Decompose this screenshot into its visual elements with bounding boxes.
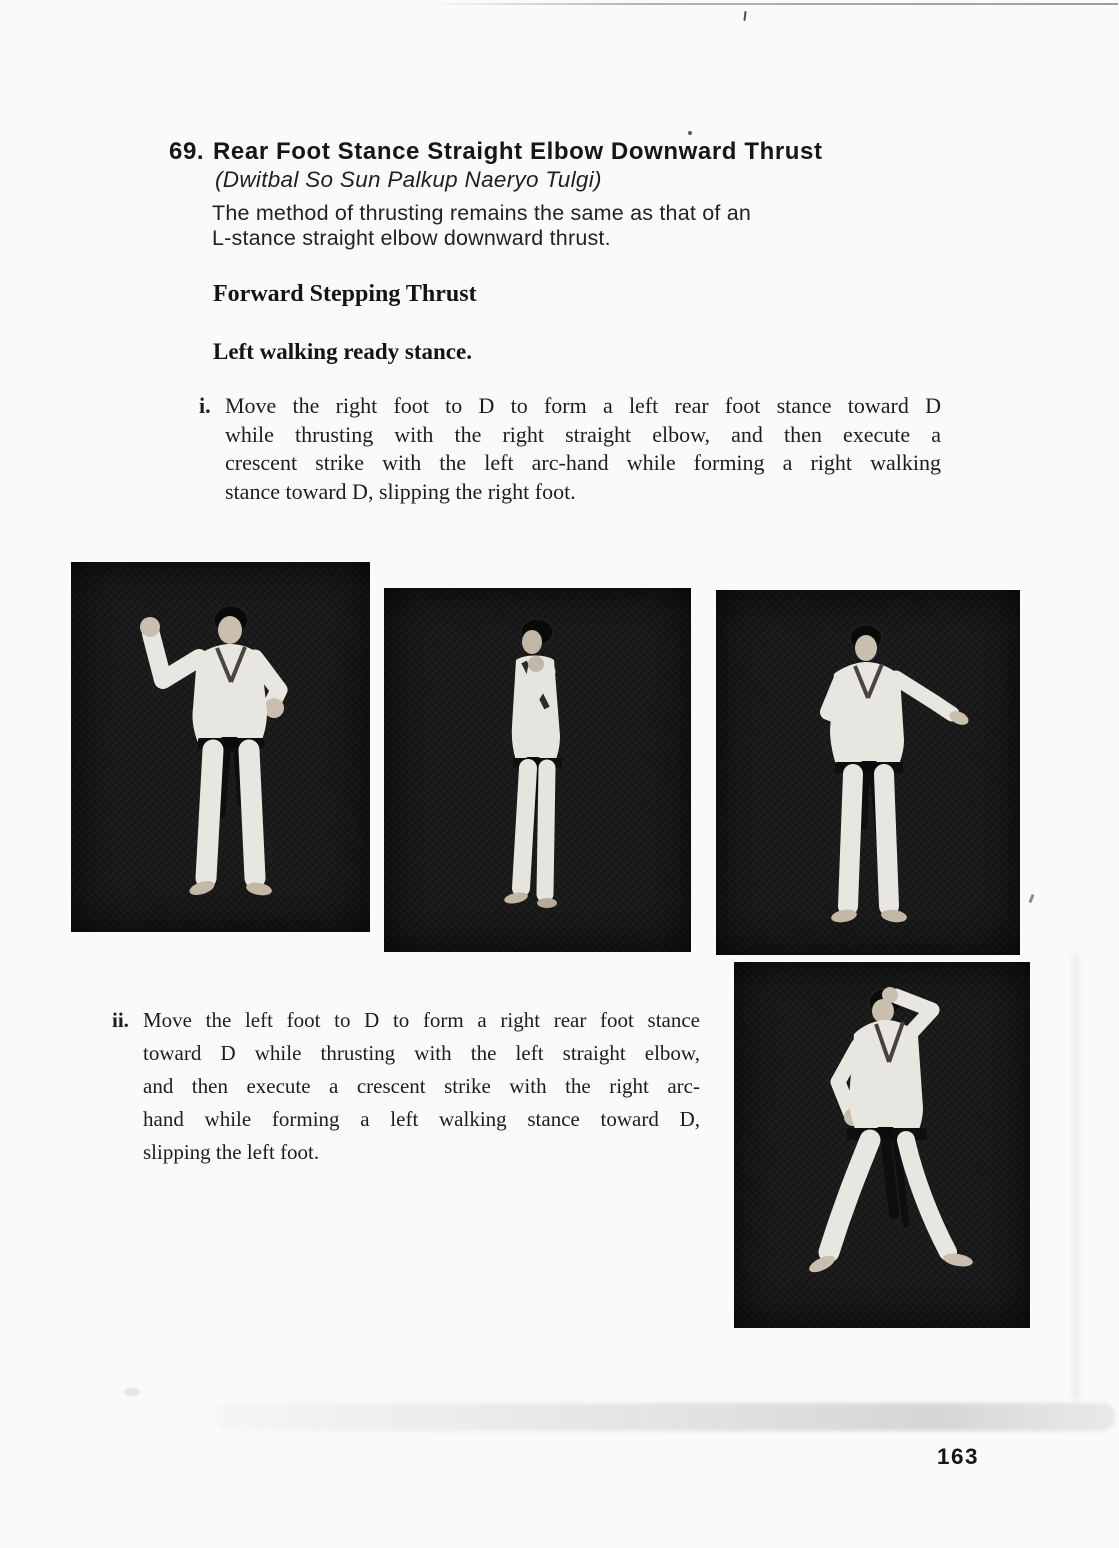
scan-artifact-blob — [124, 1388, 140, 1396]
section-romanized-name: (Dwitbal So Sun Palkup Naeryo Tulgi) — [215, 167, 602, 192]
intro-paragraph — [212, 201, 751, 250]
text-line: slipping the left foot. — [143, 1140, 320, 1164]
scan-artifact-line — [428, 3, 1118, 5]
photo-step-ii — [734, 962, 1030, 1328]
stance-heading: Left walking ready stance. — [213, 339, 472, 364]
scan-artifact-speck — [688, 131, 692, 135]
page-number: 163 — [937, 1444, 980, 1469]
martial-artist-figure — [716, 590, 1020, 955]
text-line: crescent strike with the left arc-hand while forming a right walking — [225, 450, 941, 475]
scan-artifact-smudge — [1072, 955, 1079, 1400]
text-line: Move the right foot to D to form a left rear foot stance toward D — [225, 393, 941, 418]
text-line: stance toward D, slipping the right foot. — [225, 478, 576, 504]
step-ii-text — [143, 1004, 700, 1169]
text-line: while thrusting with the right straight elbow, and then execute a — [225, 421, 941, 447]
photo-step-i-3 — [716, 590, 1020, 955]
section-title: Rear Foot Stance Straight Elbow Downward Thrust — [213, 138, 823, 165]
martial-artist-figure — [734, 962, 1030, 1328]
text-line: and then execute a crescent strike with the right arc- — [143, 1074, 700, 1098]
martial-artist-figure — [71, 562, 370, 932]
photo-step-i-1 — [71, 562, 370, 932]
section-title-row — [169, 138, 823, 166]
scan-artifact-tick — [743, 11, 746, 21]
scan-artifact-mark — [1028, 894, 1034, 903]
text-line: toward D while thrusting with the left straight elbow, — [143, 1041, 700, 1065]
text-line: Move the left foot to D to form a right rear foot stance — [143, 1008, 700, 1032]
step-ii-label: ii. — [112, 1008, 129, 1032]
photo-step-i-2 — [384, 588, 691, 952]
step-i-label: i. — [199, 393, 211, 418]
scan-artifact-band — [215, 1403, 1115, 1431]
subheading-forward-stepping-thrust: Forward Stepping Thrust — [213, 281, 477, 307]
martial-artist-figure — [384, 588, 691, 952]
text-line: The method of thrusting remains the same as that of an — [212, 201, 752, 225]
step-i-text — [225, 392, 941, 506]
text-line: L-stance straight elbow downward thrust. — [212, 225, 611, 250]
text-line: hand while forming a left walking stance toward D, — [143, 1107, 700, 1131]
section-number: 69. — [169, 138, 205, 165]
